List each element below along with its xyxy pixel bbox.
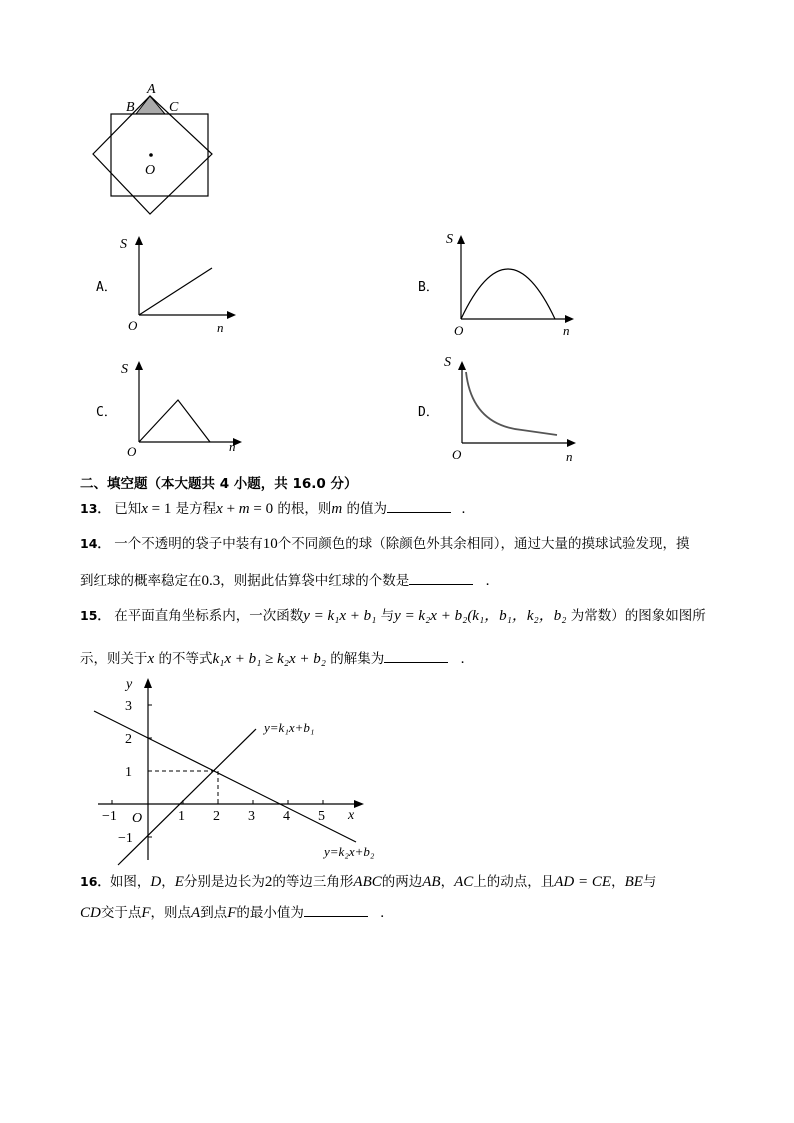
line-k1 (118, 729, 256, 865)
option-a-graph (112, 230, 242, 335)
option-c-label: C． (96, 405, 117, 420)
q14-number: 14． (80, 536, 110, 551)
y-tick-neg1: −1 (118, 831, 133, 846)
question-16-line2: CD交于点F，则点A到点F的最小值为 ． (80, 902, 394, 923)
label-a: A (147, 82, 156, 97)
option-d-n: n (566, 449, 573, 464)
option-a-label: A． (96, 280, 117, 295)
option-b-curve (461, 269, 555, 319)
option-c-s: S (121, 362, 128, 377)
option-d-label: D． (418, 405, 439, 420)
option-a-o: O (128, 318, 138, 333)
option-c-curve (139, 400, 210, 442)
label-b: B (126, 100, 135, 115)
y-tick-2: 2 (125, 732, 132, 747)
x-tick-5: 5 (318, 809, 325, 824)
line2-label: y=k₂x+b₂ (324, 844, 375, 859)
x-tick-3: 3 (248, 809, 255, 824)
option-d-curve (466, 372, 557, 435)
question-14-line2: 到红球的概率稳定在0.3，则据此估算袋中红球的个数是 ． (80, 570, 499, 591)
option-a-curve (139, 268, 212, 315)
section-title: 二、填空题（本大题共 4 小题，共 16.0 分） (80, 476, 358, 492)
option-b-n: n (563, 323, 570, 337)
y-tick-3: 3 (125, 699, 132, 714)
y-tick-1: 1 (125, 765, 132, 780)
y-axis-label: y (126, 677, 133, 692)
option-b-graph (440, 225, 580, 337)
label-o: O (145, 163, 156, 178)
q15-answer-blank[interactable] (384, 648, 448, 663)
origin-label: O (132, 811, 143, 826)
q15-number: 15． (80, 608, 110, 623)
center-point (149, 153, 153, 157)
option-a-s: S (120, 237, 127, 252)
x-tick-neg1: −1 (102, 809, 117, 824)
option-b-label: B． (418, 280, 439, 295)
q13-number: 13． (80, 501, 110, 516)
squares-figure (88, 78, 223, 220)
square-upright (111, 114, 208, 196)
option-d-s: S (444, 355, 451, 370)
q15-graph (88, 672, 398, 872)
option-c-o: O (127, 444, 137, 459)
x-tick-2: 2 (213, 809, 220, 824)
option-d-graph (442, 350, 582, 465)
question-15-line1: 15． 在平面直角坐标系内，一次函数y = k₁x + b₁ 与y = k₂x + b₂(k₁，b₁，k₂，b₂ 为常数）的图象如图所 (80, 608, 706, 624)
question-13: 13． 已知x = 1 是方程x + m = 0 的根，则m 的值为 ． (80, 498, 475, 519)
option-b-s: S (446, 232, 453, 247)
x-axis-label: x (348, 808, 355, 823)
q13-answer-blank[interactable] (387, 498, 451, 513)
option-a-n: n (217, 320, 224, 335)
q16-number: 16． (80, 874, 110, 889)
question-14-line1: 14． 一个不透明的袋子中装有10个不同颜色的球（除颜色外其余相同），通过大量的摸球试验发现，摸 (80, 536, 690, 552)
x-tick-1: 1 (178, 809, 185, 824)
option-c-n: n (229, 439, 236, 454)
label-c: C (169, 100, 179, 115)
option-d-o: O (452, 447, 462, 462)
q14-answer-blank[interactable] (409, 570, 473, 585)
option-b-o: O (454, 323, 464, 337)
q16-answer-blank[interactable] (304, 902, 368, 917)
option-c-graph (112, 355, 247, 460)
line1-label: y=k₁x+b₁ (264, 720, 315, 735)
x-tick-4: 4 (283, 809, 290, 824)
question-16-line1: 16．如图，D，E分别是边长为2的等边三角形ABC的两边AB，AC上的动点，且AD = CE，BE与 (80, 874, 657, 890)
question-15-line2: 示，则关于x 的不等式k₁x + b₁ ≥ k₂x + b₂ 的解集为 ． (80, 648, 474, 669)
